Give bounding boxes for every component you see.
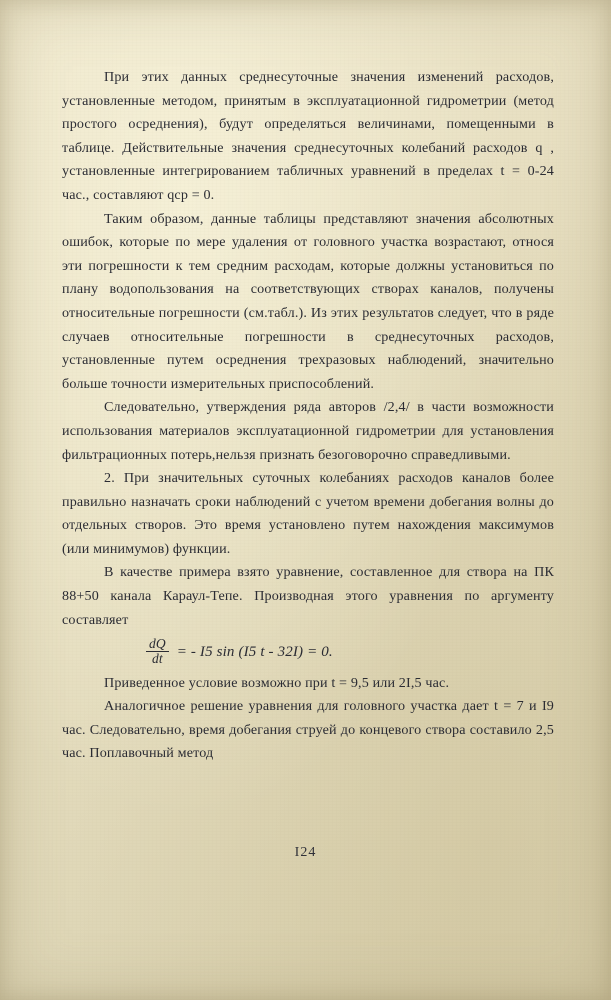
formula-denominator: dt (146, 651, 169, 666)
paragraph-7: Аналогичное решение уравнения для головного участка дает t = 7 и I9 час. Следовательно, время добегания струей до концевого створа составило 2,5 час. Поплавочный метод (62, 698, 554, 762)
paragraph-1: При этих данных среднесуточные значения изменений расходов, установленные методом, принятым в эксплуатационной гидрометрии (метод простого осреднения), будут определяться величинами, помещенными в таблице. Действительные значения среднесуточных колебаний расходов q , установленные интегрированием табличных уравнений в пределах t = 0-24 час., составляют qср = 0. (62, 69, 554, 203)
paragraph-5: В качестве примера взято уравнение, составленное для створа на ПК 88+50 канала Караул-Тепе. Производная этого уравнения по аргументу составляет (62, 564, 554, 628)
document-body (62, 66, 554, 766)
page-number: I24 (294, 845, 317, 860)
paragraph-6: Приведенное условие возможно при t = 9,5 или 2I,5 час. (104, 674, 450, 691)
paragraph-3: Следовательно, утверждения ряда авторов /2,4/ в части возможности использования материалов эксплуатационной гидрометрии для установления фильтрационных потерь,нельзя признать безоговорочно справедливыми. (62, 399, 554, 463)
paragraph-4: 2. При значительных суточных колебаниях расходов каналов более правильно назначать сроки наблюдений с учетом времени добегания волны до отдельных створов. Это время установлено путем нахождения максимумов (или минимумов) функции. (62, 470, 554, 557)
formula-line (62, 638, 554, 667)
formula-fraction (146, 637, 169, 666)
formula-expression: = - I5 sin (I5 t - 32I) = 0. (176, 644, 333, 661)
formula-numerator: dQ (149, 636, 166, 652)
paragraph-2: Таким образом, данные таблицы представляют значения абсолютных ошибок, которые по мере удаления от головного участка возрастают, относя эти погрешности к тем средним расходам, которые должны установиться по плану водопользования на соответствующих створах каналов, получены относительные погрешности (см.табл.). Из этих результатов следует, что в ряде случаев относительные погрешности в среднесуточных расходов, установленные путем осреднения трехразовых наблюдений, значительно больше точности измерительных приспособлений. (62, 210, 554, 392)
